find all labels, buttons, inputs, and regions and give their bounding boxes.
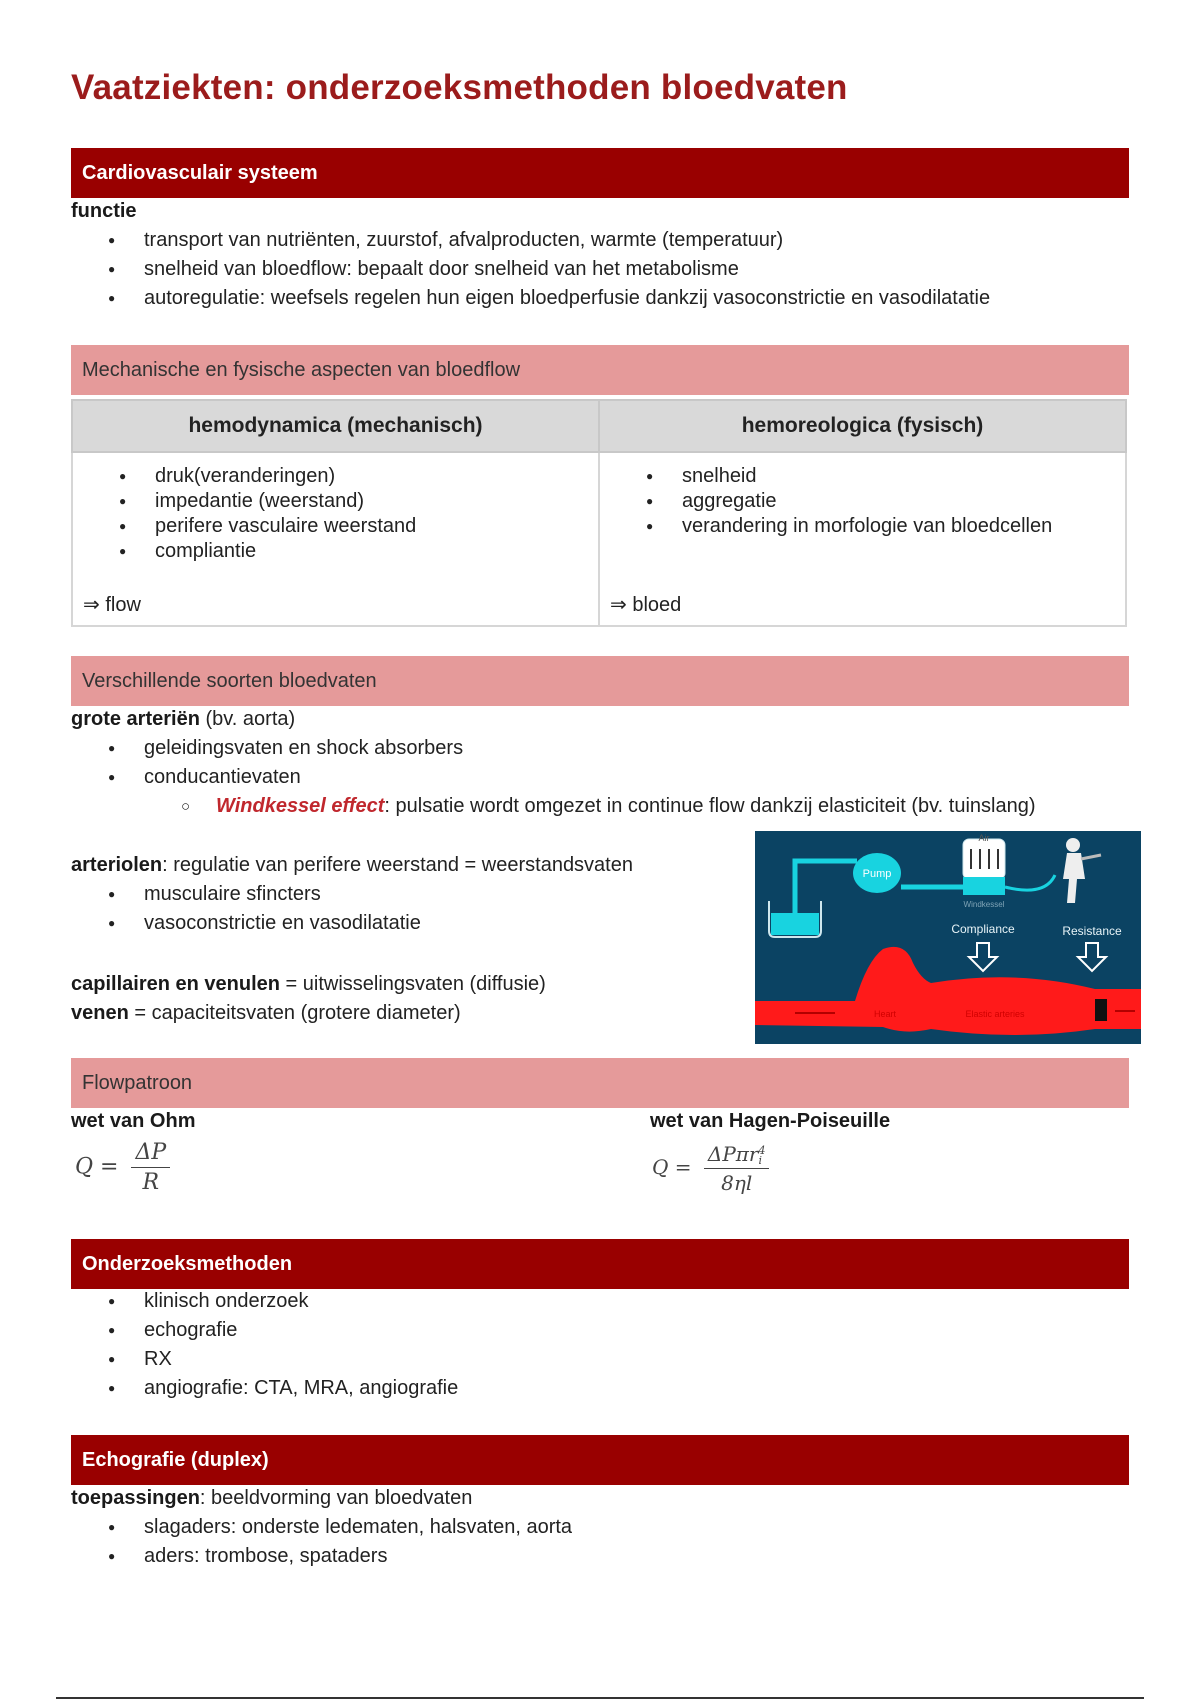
arteriolen-line: arteriolen: regulatie van perifere weerstand = weerstandsvaten	[71, 854, 633, 876]
hagen-poiseuille-law	[650, 1107, 1110, 1136]
list-item: ● angiografie: CTA, MRA, angiografie	[71, 1374, 1129, 1403]
list-item: ● impedantie (weerstand)	[73, 489, 416, 514]
windkessel-illustration	[755, 831, 1141, 1044]
resistance-label: Resistance	[1062, 924, 1122, 938]
flow-result: ⇒ flow	[83, 594, 141, 616]
table-header-hemodynamica: hemodynamica (mechanisch)	[72, 400, 599, 452]
functie-label: functie	[71, 200, 137, 222]
table-header-hemoreologica: hemoreologica (fysisch)	[599, 400, 1126, 452]
heart-label: Heart	[873, 1009, 897, 1019]
list-item: ● geleidingsvaten en shock absorbers	[71, 734, 1129, 763]
windkessel-label: Windkessel	[963, 900, 1005, 909]
list-item: ● aders: trombose, spataders	[71, 1542, 1129, 1571]
list-item: ● musculaire sfincters	[71, 880, 691, 909]
ohm-formula: Q = $\frac{\Delta P}{R}$	[75, 1140, 170, 1195]
toepassingen-line: toepassingen: beeldvorming van bloedvaten	[71, 1487, 473, 1509]
list-item: ● conducantievaten	[71, 763, 1129, 792]
hemodynamica-list	[73, 464, 416, 564]
arteries-label: Elastic arteries	[965, 1009, 1025, 1019]
onderzoek-list	[71, 1287, 1129, 1403]
list-item: ● aggregatie	[600, 489, 1052, 514]
echo-list	[71, 1513, 1129, 1571]
list-item: ● echografie	[71, 1316, 1129, 1345]
page-title: Vaatziekten: onderzoeksmethoden bloedvaten	[71, 68, 848, 107]
list-item: ● snelheid	[600, 464, 1052, 489]
list-item: ● verandering in morfologie van bloedcellen	[600, 514, 1052, 539]
hemoreologica-list	[600, 464, 1052, 539]
ohm-label: wet van Ohm	[71, 1110, 196, 1132]
venen-line: venen = capaciteitsvaten (grotere diameter)	[71, 1002, 461, 1024]
section-header-mechanische: Mechanische en fysische aspecten van bloedflow	[71, 345, 1129, 395]
capillairen-line: capillairen en venulen = uitwisselingsvaten (diffusie)	[71, 973, 546, 995]
hagen-poiseuille-formula: Q = ΔPπr 4 i 8ηl	[652, 1142, 769, 1195]
capillairen-content	[71, 970, 691, 1028]
section-header-onderzoeksmethoden: Onderzoeksmethoden	[71, 1239, 1129, 1289]
table-cell-hemoreologica	[599, 452, 1126, 626]
list-item: ● perifere vasculaire weerstand	[73, 514, 416, 539]
footer-divider	[56, 1697, 1144, 1699]
list-item: ● autoregulatie: weefsels regelen hun eigen bloedperfusie dankzij vasoconstrictie en vasodilatatie	[71, 284, 1129, 313]
hagen-poiseuille-label: wet van Hagen-Poiseuille	[650, 1110, 891, 1132]
section-header-echografie: Echografie (duplex)	[71, 1435, 1129, 1485]
table-cell-hemodynamica	[72, 452, 599, 626]
aspects-table	[71, 399, 1127, 627]
echo-content	[71, 1484, 1129, 1571]
list-item: ● vasoconstrictie en vasodilatatie	[71, 909, 691, 938]
section-header-soorten: Verschillende soorten bloedvaten	[71, 656, 1129, 706]
pump-label: Pump	[862, 868, 892, 880]
functie-list	[71, 226, 1129, 313]
arteriolen-content	[71, 851, 691, 938]
list-item: ● slagaders: onderste ledematen, halsvaten, aorta	[71, 1513, 1129, 1542]
bloed-result: ⇒ bloed	[610, 594, 682, 616]
air-label: Air	[978, 833, 990, 843]
arterien-list	[71, 734, 1129, 792]
compliance-label: Compliance	[951, 922, 1015, 936]
list-item: ● klinisch onderzoek	[71, 1287, 1129, 1316]
windkessel-sublist	[71, 792, 1129, 821]
onderzoek-content	[71, 1287, 1129, 1403]
list-item: ● snelheid van bloedflow: bepaalt door snelheid van het metabolisme	[71, 255, 1129, 284]
arterien-line: grote arteriën (bv. aorta)	[71, 708, 296, 730]
soorten-content	[71, 705, 1129, 821]
list-item: ● RX	[71, 1345, 1129, 1374]
list-item: ● transport van nutriënten, zuurstof, afvalproducten, warmte (temperatuur)	[71, 226, 1129, 255]
ohm-law	[71, 1107, 471, 1136]
windkessel-diagram	[755, 831, 1141, 1044]
section-header-cardiovasculair: Cardiovasculair systeem	[71, 148, 1129, 198]
list-item: ● druk(veranderingen)	[73, 464, 416, 489]
list-item: ● compliantie	[73, 539, 416, 564]
arteriolen-list	[71, 880, 691, 938]
cardio-content	[71, 197, 1129, 313]
section-header-flowpatroon: Flowpatroon	[71, 1058, 1129, 1108]
list-item-windkessel: ○ Windkessel effect: pulsatie wordt omgezet in continue flow dankzij elasticiteit (bv. tuinslang)	[71, 792, 1129, 821]
